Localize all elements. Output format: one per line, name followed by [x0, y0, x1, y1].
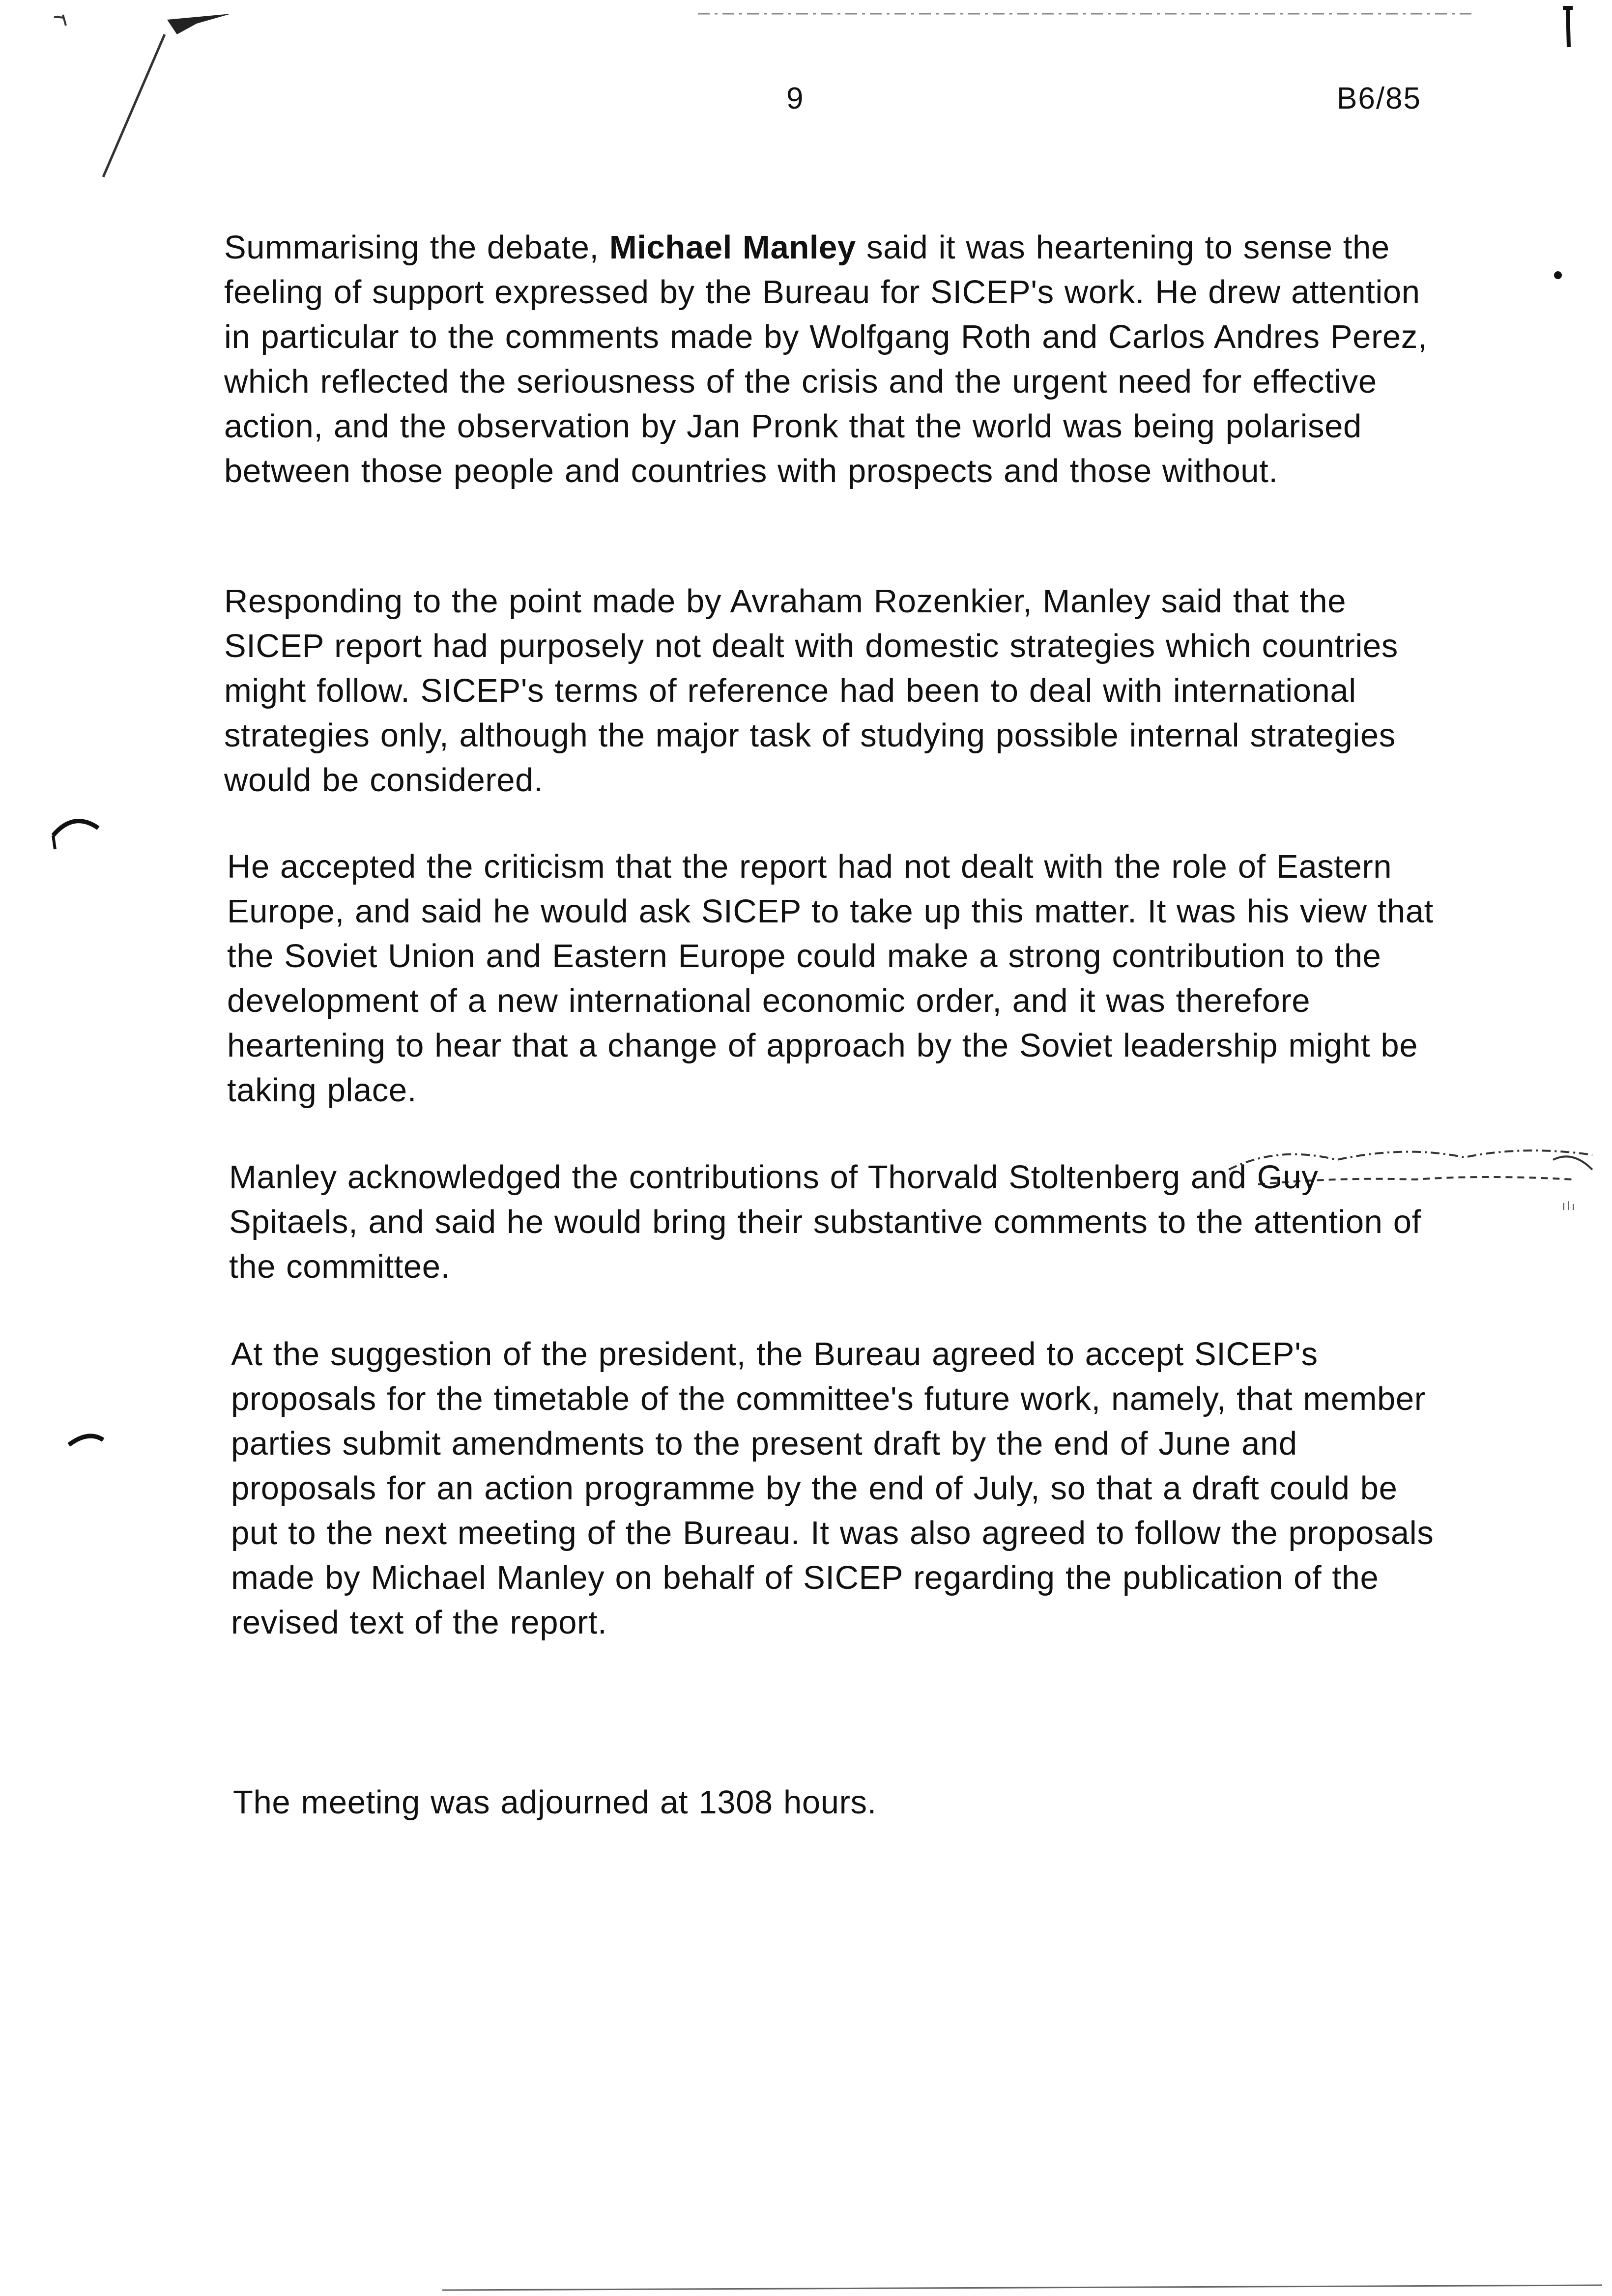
margin-dot: [1554, 271, 1562, 279]
bottom-scan-edge: [442, 2285, 1602, 2290]
paragraph-timetable: At the suggestion of the president, the Bureau agreed to accept SICEP's proposals for the timetable of the committee's future work, namely, that member parties submit amendments to the present draft by the end of June and proposals for an action programme by the end of July, so that a draft could be put to the next meeting of the Bureau. It was also agreed to follow the proposals made by Michael Manley on behalf of SICEP regarding the publication of the revised text of the report.: [231, 1336, 1434, 1641]
document-reference: B6/85: [1337, 82, 1422, 115]
top-right-bracket-mark: [1563, 8, 1573, 47]
paragraph-eastern-europe: He accepted the criticism that the report had not dealt with the role of Eastern Europe, and said he would ask SICEP to take up this matter. It was his view that the Soviet Union and Eastern Europe could make a strong contribution to the development of a new international economic order, and it was therefore heartening to hear that a change of approach by the Soviet leadership might be taking place.: [227, 848, 1434, 1109]
diagonal-pen-stroke: [103, 34, 165, 177]
corner-fold-mark: [167, 14, 231, 34]
paragraph-summary-body: said it was heartening to sense the feeling of support expressed by the Bureau for SICEP's work. He drew attention in particular to the comments made by Wolfgang Roth and Carlos Andres Perez, which reflected the seriousness of the crisis and the urgent need for effective action, and the observation by Jan Pronk that the world was being polarised between those people and countries with prospects and those without.: [224, 229, 1428, 489]
paragraph-summary-intro: Summarising the debate,: [224, 229, 609, 266]
punch-hole-arc-upper: [53, 821, 98, 835]
speaker-name: Michael Manley: [609, 229, 856, 266]
corner-tick-mark: [54, 17, 64, 18]
paragraph-response: Responding to the point made by Avraham Rozenkier, Manley said that the SICEP report had purposely not dealt with domestic strategies which countries might follow. SICEP's terms of reference had been to deal with international strategies only, although the major task of studying possible internal strategies would be considered.: [224, 583, 1398, 799]
page-number: 9: [786, 82, 804, 115]
speckle-marks: [1563, 1201, 1574, 1210]
paragraph-summary: [224, 225, 1443, 493]
paragraph-adjournment: The meeting was adjourned at 1308 hours.: [233, 1784, 877, 1821]
paragraph-acknowledgement: Manley acknowledged the contributions of Thorvald Stoltenberg and Guy Spitaels, and said he would bring their substantive comments to the attention of the committee.: [229, 1159, 1421, 1285]
punch-hole-arc-lower: [69, 1436, 103, 1445]
